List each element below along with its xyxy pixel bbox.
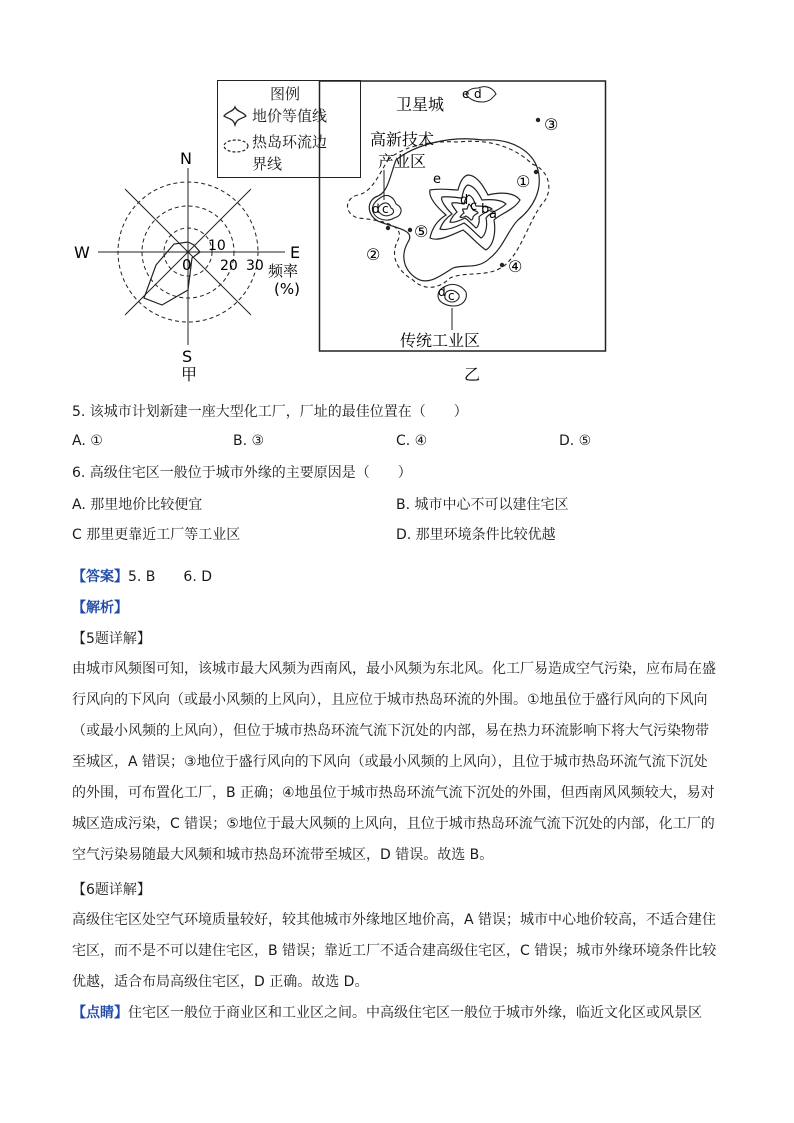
legend-item-boundary-1: 热岛环流边 bbox=[252, 133, 328, 151]
answer-text: 5. B 6. D bbox=[128, 569, 212, 585]
q6-option-d: D. 那里环境条件比较优越 bbox=[396, 527, 556, 543]
label-e-satellite: e bbox=[462, 87, 470, 101]
legend-item-contour: 地价等值线 bbox=[252, 107, 328, 125]
contour-line-icon bbox=[222, 105, 248, 127]
label-d-industry: d bbox=[438, 285, 446, 299]
detail-6-line: 宅区，而不是不可以建住宅区，B 错误；靠近工厂不适合建高级住宅区，C 错误；城市外缘环境条件比较 bbox=[72, 943, 717, 959]
detail-5-line: 至城区，A 错误；③地位于盛行风向的下风向（或最小风频的上风向），且位于城市热岛环流气流下沉处 bbox=[72, 754, 708, 770]
q5-option-c: C. ④ bbox=[396, 433, 428, 449]
detail-5-line: （或最小风频的上风向），但位于城市热岛环流气流下沉处的内部，易在热力环流影响下将大气污染物带 bbox=[72, 723, 709, 739]
q6-option-c: C 那里更靠近工厂等工业区 bbox=[72, 527, 241, 543]
legend-title: 图例 bbox=[270, 85, 301, 103]
label-c-center: c bbox=[470, 199, 478, 214]
traditional-industry-label: 传统工业区 bbox=[400, 331, 481, 350]
frequency-unit: (%) bbox=[274, 280, 300, 298]
label-d-satellite: d bbox=[474, 87, 482, 101]
tick-0: 0 bbox=[182, 256, 192, 274]
figure-yi-caption: 乙 bbox=[464, 365, 481, 384]
point-5: ⑤ bbox=[414, 222, 429, 241]
tick-30: 30 bbox=[246, 258, 264, 274]
north-label: N bbox=[180, 149, 192, 168]
detail-5-line: 行风向的下风向（或最小风频的上风向），且应位于城市热岛环流的外围。①地虽位于盛行风向的下风向 bbox=[72, 692, 708, 708]
answer-label: 【答案】 bbox=[72, 569, 128, 585]
detail-6-label: 【6题详解】 bbox=[72, 882, 151, 898]
label-d-center: d bbox=[460, 193, 469, 208]
label-b-center: b bbox=[481, 202, 490, 217]
figure-jia-caption: 甲 bbox=[181, 365, 198, 384]
tip-text: 住宅区一般位于商业区和工业区之间。中高级住宅区一般位于城市外缘，临近文化区或风景区 bbox=[128, 1005, 702, 1021]
analysis-label: 【解析】 bbox=[72, 600, 128, 616]
label-a-center: a bbox=[489, 207, 497, 222]
point-1: ① bbox=[516, 172, 531, 191]
detail-6-line: 高级住宅区处空气环境质量较好，较其他城市外缘地区地价高，A 错误；城市中心地价较高，不适合建住 bbox=[72, 912, 717, 928]
q5-option-d: D. ⑤ bbox=[559, 433, 592, 449]
label-e-boundary: e bbox=[433, 172, 441, 187]
answer-line bbox=[72, 567, 212, 587]
west-label: W bbox=[74, 243, 90, 262]
hitech-label-2: 产业区 bbox=[378, 152, 427, 171]
point-3: ③ bbox=[544, 115, 559, 134]
south-label: S bbox=[182, 347, 193, 366]
tick-20: 20 bbox=[220, 258, 238, 274]
question-5-stem: 5. 该城市计划新建一座大型化工厂，厂址的最佳位置在（ ） bbox=[72, 404, 468, 420]
hitech-label-1: 高新技术 bbox=[370, 130, 435, 149]
tip-line bbox=[72, 1003, 702, 1023]
q5-option-b: B. ③ bbox=[233, 433, 265, 449]
satellite-city-label: 卫星城 bbox=[396, 95, 445, 114]
detail-6-paragraph bbox=[72, 905, 722, 998]
frequency-label: 频率 bbox=[268, 262, 299, 280]
detail-5-label: 【5题详解】 bbox=[72, 631, 151, 647]
detail-6-line: 优越，适合布局高级住宅区，D 正确。故选 D。 bbox=[72, 974, 369, 990]
heat-island-boundary-icon bbox=[222, 137, 250, 155]
detail-5-line: 空气污染易随最大风频和城市热岛环流带至城区，D 错误。故选 B。 bbox=[72, 847, 494, 863]
detail-5-line: 城区造成污染，C 错误；⑤地位于最大风频的上风向，且位于城市热岛环流气流下沉处的内部，化工厂的 bbox=[72, 816, 715, 832]
city-map-figure bbox=[318, 80, 608, 385]
tick-10: 10 bbox=[208, 238, 226, 254]
label-c-industry: c bbox=[448, 289, 455, 303]
q6-option-b: B. 城市中心不可以建住宅区 bbox=[396, 497, 569, 513]
point-4: ④ bbox=[508, 257, 523, 276]
detail-5-line: 的外围，可布置化工厂，B 正确；④地虽位于城市热岛环流气流下沉处的外围，但西南风风频较大，易对 bbox=[72, 785, 715, 801]
label-c-hitech: c bbox=[382, 202, 389, 216]
detail-5-line: 由城市风频图可知，该城市最大风频为西南风，最小风频为东北风。化工厂易造成空气污染，应布局在盛 bbox=[72, 661, 716, 677]
tip-label: 【点睛】 bbox=[72, 1005, 128, 1021]
detail-5-paragraph bbox=[72, 654, 722, 871]
east-label: E bbox=[290, 243, 301, 262]
point-2: ② bbox=[366, 245, 381, 264]
legend-item-boundary-2: 界线 bbox=[252, 155, 283, 173]
q5-option-a: A. ① bbox=[72, 433, 103, 449]
q6-option-a: A. 那里地价比较便宜 bbox=[72, 497, 203, 513]
question-6-stem: 6. 高级住宅区一般位于城市外缘的主要原因是（ ） bbox=[72, 465, 412, 481]
label-d-hitech: d bbox=[372, 202, 380, 216]
